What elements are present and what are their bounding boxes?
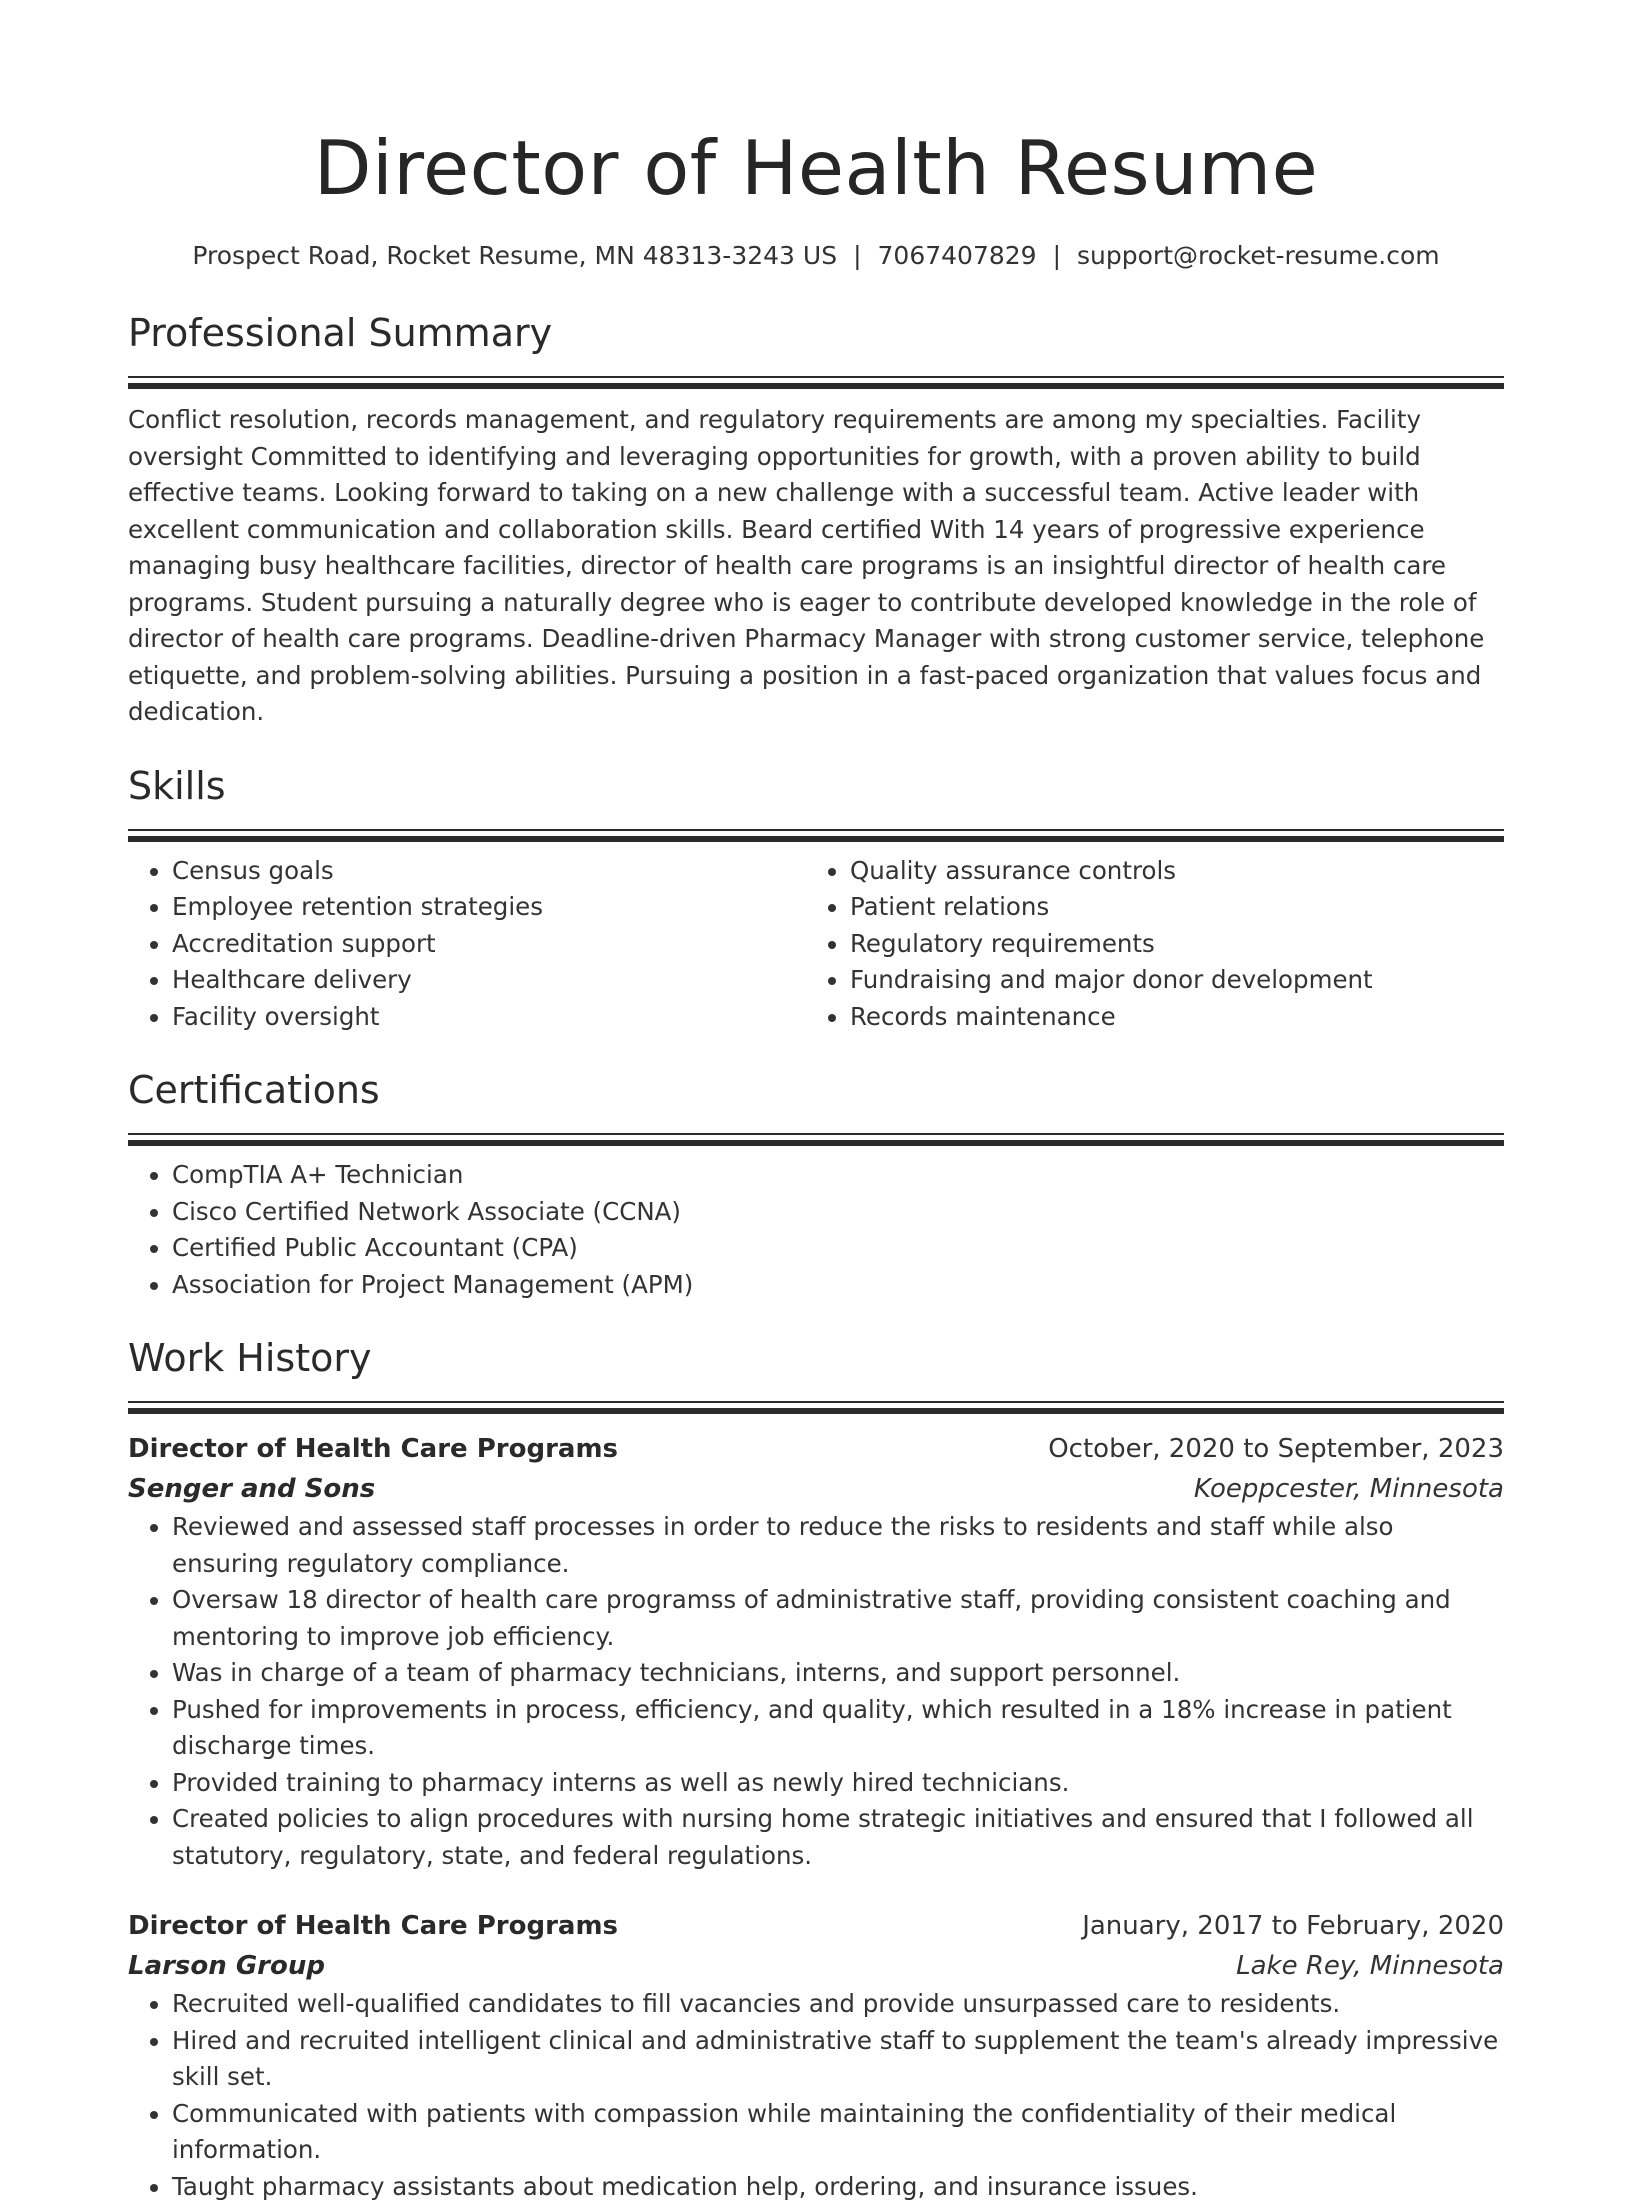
section-heading-skills: Skills [128,759,1504,813]
job-subheader [128,1469,1504,1509]
skills-column-right [806,853,1484,1036]
contact-line [128,238,1504,274]
job-company: Larson Group [128,1946,325,1986]
job-dates: January, 2017 to February, 2020 [1082,1906,1504,1946]
job-bullet-list [128,1986,1504,2205]
certification-item: • Certified Public Accountant (CPA) [172,1230,1504,1267]
section-divider [128,829,1504,843]
contact-separator: | [853,238,861,274]
job-bullet: • Oversaw 18 director of health care programss of administrative staff, providing consistent coaching and mentoring to improve job efficiency. [172,1582,1504,1655]
resume-title: Director of Health Resume [128,0,1504,218]
skills-column-left [128,853,806,1036]
skill-item: • Facility oversight [172,999,806,1036]
job-header [128,1429,1504,1469]
job-entry [128,1906,1504,2205]
certifications-list [128,1157,1504,1303]
skills-section [128,759,1504,1036]
job-subheader [128,1946,1504,1986]
summary-section [128,306,1504,731]
section-heading-summary: Professional Summary [128,306,1504,360]
certifications-section [128,1063,1504,1303]
job-title: Director of Health Care Programs [128,1906,618,1946]
job-dates: October, 2020 to September, 2023 [1048,1429,1504,1469]
job-location: Koeppcester, Minnesota [1194,1469,1504,1509]
job-location: Lake Rey, Minnesota [1236,1946,1504,1986]
skill-item: • Records maintenance [850,999,1484,1036]
section-heading-certifications: Certifications [128,1063,1504,1117]
skill-item: • Quality assurance controls [850,853,1484,890]
skill-item: • Employee retention strategies [172,889,806,926]
job-bullet: • Communicated with patients with compassion while maintaining the confidentiality of their medical information. [172,2096,1504,2169]
section-divider [128,1133,1504,1147]
skill-item: • Patient relations [850,889,1484,926]
job-header [128,1906,1504,1946]
job-company: Senger and Sons [128,1469,375,1509]
skill-item: • Healthcare delivery [172,962,806,999]
skills-columns [128,853,1504,1036]
contact-separator: | [1053,238,1061,274]
certification-item: • Cisco Certified Network Associate (CCNA) [172,1194,1504,1231]
job-title: Director of Health Care Programs [128,1429,618,1469]
work-history-section [128,1331,1504,2205]
summary-text: Conflict resolution, records management, and regulatory requirements are among my specialties. Facility oversight Committed to identifying and leveraging opportunities for growth, with a proven ability to build effective teams. Looking forward to taking on a new challenge with a successful team. Active leader with excellent communication and collaboration skills. Beard certified With 14 years of progressive experience managing busy healthcare facilities, director of health care programs is an insightful director of health care programs. Student pursuing a naturally degree who is eager to contribute developed knowledge in the role of director of health care programs. Deadline-driven Pharmacy Manager with strong customer service, telephone etiquette, and problem-solving abilities. Pursuing a position in a fast-paced organization that values focus and dedication. [128,402,1504,731]
certification-item: • CompTIA A+ Technician [172,1157,1504,1194]
resume-page [128,0,1504,2205]
job-bullet: • Reviewed and assessed staff processes in order to reduce the risks to residents and staff while also ensuring regulatory compliance. [172,1509,1504,1582]
job-bullet: • Provided training to pharmacy interns as well as newly hired technicians. [172,1765,1504,1802]
job-bullet: • Hired and recruited intelligent clinical and administrative staff to supplement the team's already impressive skill set. [172,2023,1504,2096]
job-bullet: • Pushed for improvements in process, efficiency, and quality, which resulted in a 18% increase in patient discharge times. [172,1692,1504,1765]
job-bullet: • Created policies to align procedures with nursing home strategic initiatives and ensured that I followed all statutory, regulatory, state, and federal regulations. [172,1801,1504,1874]
job-bullet-list [128,1509,1504,1874]
section-divider [128,1401,1504,1415]
skill-item: • Fundraising and major donor development [850,962,1484,999]
job-bullet: • Recruited well-qualified candidates to fill vacancies and provide unsurpassed care to residents. [172,1986,1504,2023]
job-bullet: • Taught pharmacy assistants about medication help, ordering, and insurance issues. [172,2169,1504,2205]
contact-address: Prospect Road, Rocket Resume, MN 48313-3243 US [192,241,837,270]
skill-item: • Accreditation support [172,926,806,963]
contact-phone: 7067407829 [878,241,1037,270]
job-bullet: • Was in charge of a team of pharmacy technicians, interns, and support personnel. [172,1655,1504,1692]
job-entry [128,1429,1504,1874]
section-divider [128,376,1504,390]
skill-item: • Census goals [172,853,806,890]
certification-item: • Association for Project Management (APM) [172,1267,1504,1304]
section-heading-work-history: Work History [128,1331,1504,1385]
contact-email: support@rocket-resume.com [1077,241,1440,270]
skill-item: • Regulatory requirements [850,926,1484,963]
